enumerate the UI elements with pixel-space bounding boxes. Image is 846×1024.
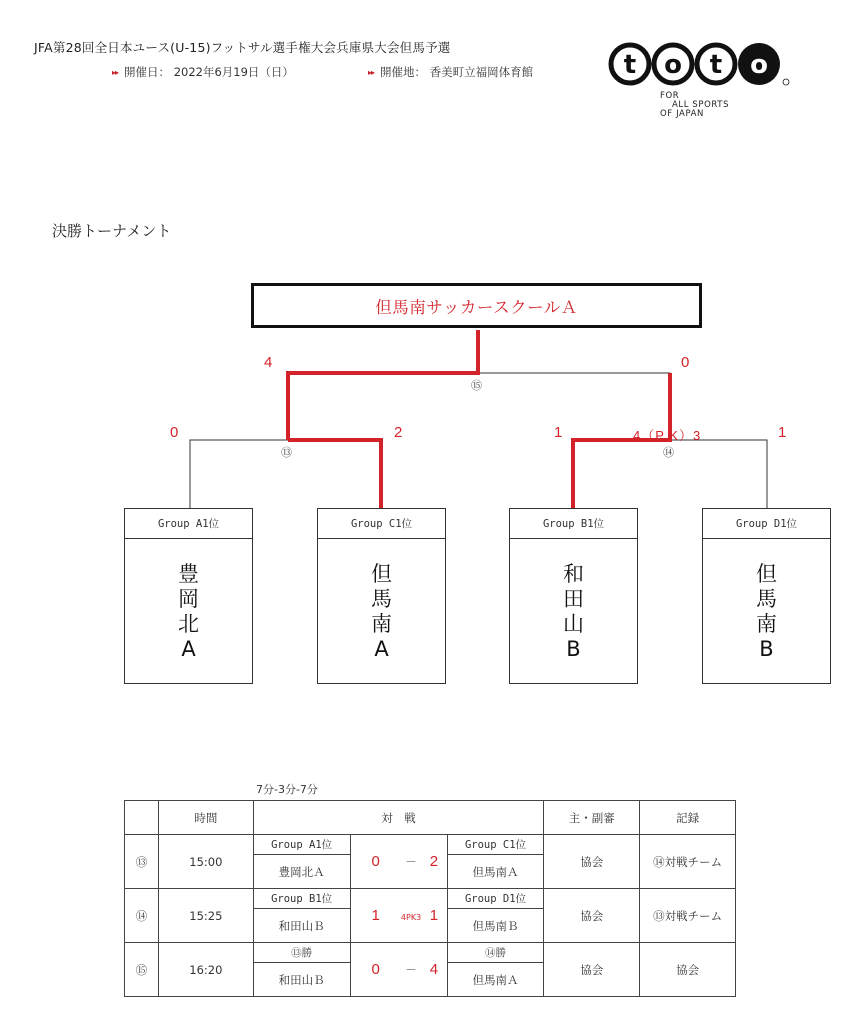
- team-card-c1: [317, 508, 446, 684]
- team-name-char: A: [181, 636, 196, 661]
- record: ⑬対戦チーム: [640, 889, 736, 943]
- score-separator: [401, 889, 421, 943]
- bracket-win-semi1: [288, 440, 381, 508]
- venue-value: 香美町立福岡体育館: [429, 65, 534, 79]
- team-name-char: 岡: [178, 586, 199, 611]
- left-score: [350, 889, 401, 943]
- team-group-label: Group D1位: [703, 509, 830, 539]
- table-row: [125, 835, 736, 855]
- team-name-char: 和: [563, 561, 584, 586]
- final-right-score: 0: [681, 354, 690, 371]
- team-name: [510, 539, 637, 684]
- semi2-left-score: 1: [554, 424, 563, 441]
- record: ⑭対戦チーム: [640, 835, 736, 889]
- header-no: [125, 801, 159, 835]
- section-title: 決勝トーナメント: [52, 222, 172, 240]
- score-separator: －: [401, 943, 421, 997]
- match-time: 15:25: [158, 889, 253, 943]
- right-score: [421, 835, 447, 889]
- right-team: 但馬南Ａ: [447, 963, 544, 997]
- right-group: ⑭勝: [447, 943, 544, 963]
- bracket-line-semi1-left: [190, 440, 288, 508]
- semi2-match-number: ⑭: [663, 446, 674, 459]
- team-group-label: Group B1位: [510, 509, 637, 539]
- team-name-char: 山: [563, 611, 584, 636]
- team-card-d1: [702, 508, 831, 684]
- bracket-win-final: [288, 330, 478, 440]
- team-group-label: Group C1位: [318, 509, 445, 539]
- referee: 協会: [544, 835, 640, 889]
- team-name-char: B: [759, 636, 774, 661]
- tagline-line: ALL SPORTS: [672, 100, 730, 110]
- team-name-char: 南: [371, 611, 392, 636]
- team-name-char: 豊: [178, 561, 199, 586]
- record: 協会: [640, 943, 736, 997]
- team-name-char: B: [566, 636, 581, 661]
- left-team: 和田山Ｂ: [253, 963, 350, 997]
- left-group: Group B1位: [253, 889, 350, 909]
- right-group: Group D1位: [447, 889, 544, 909]
- team-name-char: 馬: [371, 586, 392, 611]
- team-name-char: 但: [756, 561, 777, 586]
- team-name: [703, 539, 830, 684]
- team-name-char: 北: [178, 611, 199, 636]
- semi2-right-score: 1: [778, 424, 787, 441]
- tournament-title: JFA第28回全日本ユース(U-15)フットサル選手権大会兵庫県大会但馬予選: [34, 40, 451, 55]
- final-match-number: ⑮: [471, 379, 482, 392]
- table-row: [125, 943, 736, 963]
- header-record: 記録: [640, 801, 736, 835]
- left-score-value: 1: [371, 907, 380, 924]
- left-score-value: 0: [371, 853, 380, 870]
- header-referee: 主・副審: [544, 801, 640, 835]
- semi1-right-score: 2: [394, 424, 403, 441]
- tagline-line: FOR: [660, 91, 680, 101]
- match-time: 15:00: [158, 835, 253, 889]
- match-number: ⑮: [125, 943, 159, 997]
- left-group: Group A1位: [253, 835, 350, 855]
- logo-letter-t: t: [623, 50, 637, 80]
- left-score: [350, 835, 401, 889]
- team-card-a1: [124, 508, 253, 684]
- left-group: ⑬勝: [253, 943, 350, 963]
- tagline-line: OF JAPAN: [660, 109, 705, 119]
- schedule-table: [124, 800, 736, 997]
- table-header-row: [125, 801, 736, 835]
- right-score: [421, 943, 447, 997]
- header-time: 時間: [158, 801, 253, 835]
- table-row: [125, 889, 736, 909]
- right-team: 但馬南Ｂ: [447, 909, 544, 943]
- team-name-char: 南: [756, 611, 777, 636]
- match-number: ⑬: [125, 835, 159, 889]
- team-name: [125, 539, 252, 684]
- champion-box: 但馬南サッカースクールＡ: [251, 283, 702, 328]
- team-name-char: A: [374, 636, 389, 661]
- team-name-char: 田: [563, 586, 584, 611]
- right-score-value: 1: [429, 907, 439, 924]
- team-group-label: Group A1位: [125, 509, 252, 539]
- team-name-char: 馬: [756, 586, 777, 611]
- right-team: 但馬南Ａ: [447, 855, 544, 889]
- referee: 協会: [544, 943, 640, 997]
- team-name-char: 但: [371, 561, 392, 586]
- semi1-left-score: 0: [170, 424, 179, 441]
- header-match: 対 戦: [253, 801, 544, 835]
- semi1-match-number: ⑬: [281, 446, 292, 459]
- venue-label: 開催地：: [380, 65, 427, 79]
- match-duration-note: 7分-3分-7分: [256, 783, 318, 796]
- pk-label: 4PK3: [400, 912, 422, 922]
- right-score: [421, 889, 447, 943]
- semi2-pk-score: 4（P K）3: [633, 428, 702, 443]
- team-card-b1: [509, 508, 638, 684]
- date-label: 開催日：: [124, 65, 171, 79]
- logo-letter-o: o: [750, 50, 768, 80]
- bullet-icon: ▸▸: [368, 68, 375, 77]
- score-separator: －: [401, 835, 421, 889]
- referee: 協会: [544, 889, 640, 943]
- right-score-value: 2: [429, 853, 439, 870]
- left-team: 和田山Ｂ: [253, 909, 350, 943]
- logo-letter-o: o: [664, 50, 682, 80]
- final-left-score: 4: [264, 354, 273, 371]
- match-number: ⑭: [125, 889, 159, 943]
- left-score-value: 0: [371, 961, 380, 978]
- right-group: Group C1位: [447, 835, 544, 855]
- bullet-icon: ▸▸: [112, 68, 119, 77]
- date-value: 2022年6月19日（日）: [173, 65, 294, 79]
- team-name: [318, 539, 445, 684]
- bracket-line-semi2-right: [670, 440, 767, 508]
- left-score: [350, 943, 401, 997]
- logo-letter-t: t: [709, 50, 723, 80]
- match-time: 16:20: [158, 943, 253, 997]
- left-team: 豊岡北Ａ: [253, 855, 350, 889]
- right-score-value: 4: [429, 961, 439, 978]
